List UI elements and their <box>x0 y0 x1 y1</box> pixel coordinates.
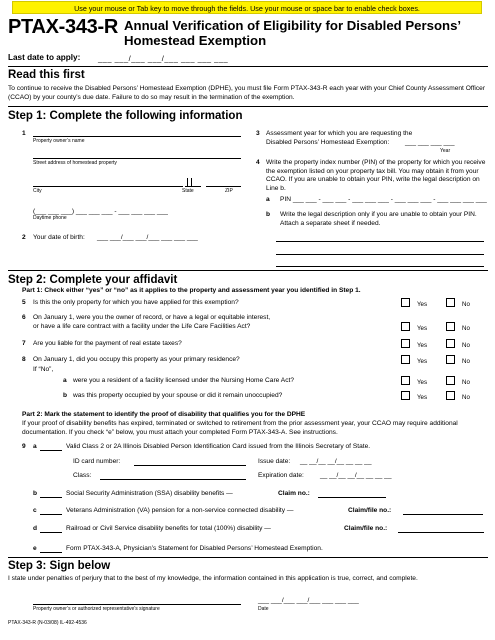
no-label: No <box>462 358 470 365</box>
item-letter: a <box>63 377 67 384</box>
id-card-label: ID card number: <box>73 458 121 465</box>
city-label: City <box>33 188 42 194</box>
divider <box>8 270 488 271</box>
option-c-text: Veterans Administration (VA) pension for a non-service connected disability — <box>66 507 294 514</box>
phone-field[interactable]: (___ ___ ___) ___ ___ ___ - ___ ___ ___ ___ <box>33 208 168 215</box>
q6-no-checkbox[interactable] <box>446 322 455 331</box>
option-letter: e <box>33 545 37 552</box>
option-c-check-field[interactable] <box>40 514 62 515</box>
item-letter: b <box>266 211 271 218</box>
class-label: Class: <box>73 472 92 479</box>
q6-yes-checkbox[interactable] <box>401 322 410 331</box>
option-letter: c <box>33 507 37 514</box>
divider <box>8 557 488 558</box>
part1-heading: Part 1: Check either “yes” or “no” as it applies to the property and assessment year you identified in Step 1. <box>22 287 361 294</box>
q6-text: On January 1, were you the owner of record, or have a legal or equitable interest, <box>33 314 271 321</box>
item-number: 8 <box>22 356 26 363</box>
zip-label: ZIP <box>225 188 233 194</box>
item3-text: Assessment year for which you are requesting the <box>266 130 413 137</box>
id-card-field[interactable] <box>134 465 246 466</box>
no-label: No <box>462 394 470 401</box>
owner-name-field[interactable] <box>33 136 241 137</box>
pin-field[interactable]: PIN ___ ___ - ___ ___ - ___ ___ ___ - ___ ___ ___ - ___ ___ ___ ___ <box>280 196 487 203</box>
signature-date-field[interactable]: ___ ___/___ ___/___ ___ ___ ___ <box>258 597 359 604</box>
expiration-date-label: Expiration date: <box>258 472 304 479</box>
if-no-label: If “No”, <box>33 366 54 373</box>
q8b-no-checkbox[interactable] <box>446 391 455 400</box>
item4b-text: Write the legal description only if you are unable to obtain your PIN. Attach a separate sheet if needed. <box>280 211 477 227</box>
state-label: State <box>182 188 194 194</box>
q8b-yes-checkbox[interactable] <box>401 391 410 400</box>
signature-label: Property owner’s or authorized representative’s signature <box>33 606 160 612</box>
step3-heading: Step 3: Sign below <box>8 560 111 572</box>
expiration-date-field[interactable]: __ __/__ __/__ __ __ __ <box>320 472 392 479</box>
claim-label: Claim no.: <box>278 490 310 497</box>
option-e-check-field[interactable] <box>40 552 62 553</box>
item-number: 2 <box>22 234 26 241</box>
no-label: No <box>462 342 470 349</box>
owner-name-label: Property owner’s name <box>33 138 85 144</box>
last-date-label: Last date to apply: <box>8 53 81 62</box>
option-letter: d <box>33 525 38 532</box>
item4-text: Write the property index number (PIN) of the property for which you receive the exemption listed on your property tax bill. You may obtain it from your CCAO. If you are unable to obtain your PIN, write the legal description on Line b. <box>266 159 486 192</box>
form-title: Annual Verification of Eligibility for Disabled Persons’ Homestead Exemption <box>124 18 461 48</box>
legal-description-field[interactable] <box>276 254 484 255</box>
step2-heading: Step 2: Complete your affidavit <box>8 274 178 286</box>
item-letter: a <box>266 196 270 203</box>
yes-label: Yes <box>417 342 428 349</box>
read-first-heading: Read this first <box>8 69 85 81</box>
q5-yes-checkbox[interactable] <box>401 298 410 307</box>
option-d-check-field[interactable] <box>40 532 62 533</box>
q7-no-checkbox[interactable] <box>446 339 455 348</box>
q6-text: or have a life care contract with a facility under the Life Care Facilities Act? <box>33 323 251 330</box>
item-number: 4 <box>256 159 260 166</box>
option-d-text: Railroad or Civil Service disability benefits for total (100%) disability — <box>66 525 271 532</box>
phone-label: Daytime phone <box>33 215 67 221</box>
item-number: 7 <box>22 340 26 347</box>
q8-no-checkbox[interactable] <box>446 355 455 364</box>
state-field[interactable] <box>185 186 201 187</box>
q8-yes-checkbox[interactable] <box>401 355 410 364</box>
ssa-claim-field[interactable] <box>318 497 386 498</box>
class-field[interactable] <box>100 479 246 480</box>
item-number: 3 <box>256 130 260 137</box>
yes-label: Yes <box>417 301 428 308</box>
year-label: Year <box>440 148 451 154</box>
item3-text: Disabled Persons’ Homestead Exemption: <box>266 139 390 146</box>
divider <box>8 66 488 67</box>
no-label: No <box>462 379 470 386</box>
option-e-text: Form PTAX-343-A, Physician’s Statement for Disabled Persons’ Homestead Exemption. <box>66 545 323 552</box>
claim-label: Claim/file no.: <box>348 507 392 514</box>
q5-no-checkbox[interactable] <box>446 298 455 307</box>
read-first-text: To continue to receive the Disabled Persons’ Homestead Exemption (DPHE), you must file Form PTAX-343-R each year with your Chief County Assessment Officer (CCAO) by your county’s due date. Failure to do so may result in the termination of the exemption. <box>8 85 486 101</box>
option-a-text: Valid Class 2 or 2A Illinois Disabled Person Identification Card issued from the Illinois Secretary of State. <box>66 443 371 450</box>
street-address-field[interactable] <box>33 158 241 159</box>
form-number: PTAX-343-R <box>8 16 118 38</box>
q8a-no-checkbox[interactable] <box>446 376 455 385</box>
divider <box>8 106 488 107</box>
yes-label: Yes <box>417 358 428 365</box>
last-date-field[interactable]: ___ ___/___ ___/___ ___ ___ ___ <box>98 54 229 63</box>
no-label: No <box>462 301 470 308</box>
form-footer: PTAX-343-R (N-03/08) IL-492-4536 <box>8 620 87 626</box>
item-number: 6 <box>22 314 26 321</box>
legal-description-field[interactable] <box>276 241 484 242</box>
q5-text: Is this the only property for which you have applied for this exemption? <box>33 299 239 306</box>
option-b-text: Social Security Administration (SSA) disability benefits — <box>66 490 233 497</box>
option-a-check-field[interactable] <box>40 450 62 451</box>
q8-text: On January 1, did you occupy this property as your primary residence? <box>33 356 240 363</box>
claim-label: Claim/file no.: <box>344 525 388 532</box>
street-address-label: Street address of homestead property <box>33 160 117 166</box>
no-label: No <box>462 325 470 332</box>
q7-text: Are you liable for the payment of real estate taxes? <box>33 340 182 347</box>
divider <box>191 178 192 186</box>
item-letter: b <box>63 392 68 399</box>
zip-field[interactable] <box>206 186 241 187</box>
perjury-statement: I state under penalties of perjury that to the best of my knowledge, the information contained in this application is true, correct, and complete. <box>8 575 418 582</box>
issue-date-label: Issue date: <box>258 458 291 465</box>
q8a-yes-checkbox[interactable] <box>401 376 410 385</box>
item-number: 1 <box>22 130 26 137</box>
part2-heading: Part 2: Mark the statement to identify the proof of disability that qualifies you for the DPHE <box>22 411 306 418</box>
city-field[interactable] <box>33 186 183 187</box>
signature-field[interactable] <box>33 604 241 605</box>
q8b-text: was this property occupied by your spouse or did it remain unoccupied? <box>73 392 283 399</box>
item-number: 5 <box>22 299 26 306</box>
option-letter: a <box>33 443 37 450</box>
yes-label: Yes <box>417 379 428 386</box>
part2-text: If your proof of disability benefits has expired, terminated or switched to retirement from the prior assessment year, your CCAO may require additional documentation. If you check “e” below, you must attach your completed Form PTAX-343-A. See instructions. <box>22 420 458 436</box>
dob-label: Your date of birth: <box>33 234 85 241</box>
option-b-check-field[interactable] <box>40 497 62 498</box>
dob-field[interactable]: ___ ___/___ ___/___ ___ ___ ___ <box>97 234 198 241</box>
instructions-banner: Use your mouse or Tab key to move through the fields. Use your mouse or space bar to enable check boxes. <box>12 1 482 14</box>
legal-description-field[interactable] <box>276 266 484 267</box>
step1-heading: Step 1: Complete the following information <box>8 110 243 122</box>
divider <box>187 178 188 186</box>
q8a-text: were you a resident of a facility licensed under the Nursing Home Care Act? <box>73 377 295 384</box>
option-letter: b <box>33 490 38 497</box>
va-claim-field[interactable] <box>403 514 483 515</box>
yes-label: Yes <box>417 394 428 401</box>
assessment-year-field[interactable]: ___ ___ ___ ___ <box>405 139 455 146</box>
railroad-claim-field[interactable] <box>398 532 484 533</box>
yes-label: Yes <box>417 325 428 332</box>
item-number: 9 <box>22 443 26 450</box>
date-label: Date <box>258 606 269 612</box>
issue-date-field[interactable]: __ __/__ __/__ __ __ __ <box>300 458 372 465</box>
q7-yes-checkbox[interactable] <box>401 339 410 348</box>
